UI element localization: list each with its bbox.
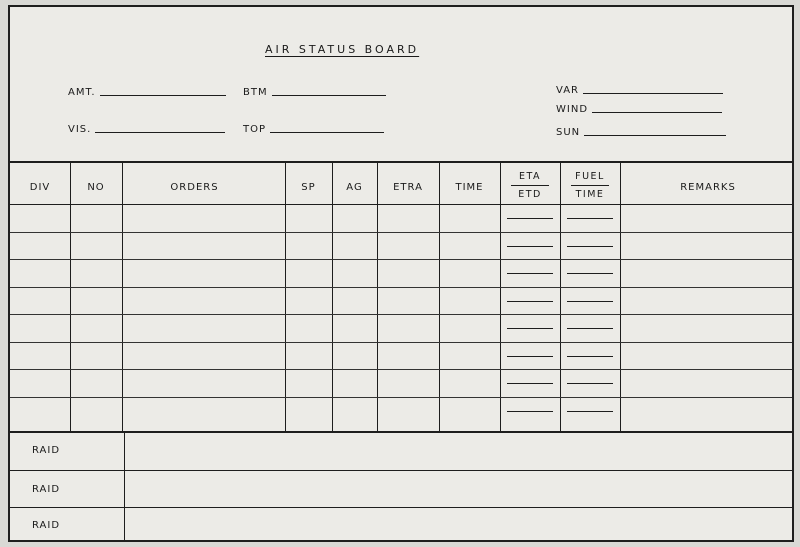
fuel-label: FUEL: [575, 171, 605, 182]
fuel-time-dash: [567, 356, 613, 357]
vis-label: VIS.: [68, 124, 92, 135]
raid-section: [10, 433, 792, 541]
col-header-div: DIV: [29, 182, 51, 193]
top-blank[interactable]: [270, 131, 384, 133]
raid-row-divider: [10, 507, 792, 508]
btm-blank[interactable]: [272, 94, 386, 96]
table-row-divider: [10, 287, 792, 288]
fuel-time-label: TIME: [575, 189, 605, 200]
amt-label: AMT.: [68, 87, 96, 98]
col-header-remarks: REMARKS: [680, 182, 736, 193]
wind-label: WIND: [556, 104, 589, 115]
top-field: [243, 124, 384, 135]
eta-etd-dash: [507, 246, 553, 247]
col-header-eta-etd: [500, 171, 560, 200]
eta-etd-dash: [507, 301, 553, 302]
board-header: [10, 7, 792, 162]
btm-label: BTM: [243, 87, 268, 98]
fuel-time-dash: [567, 383, 613, 384]
header-row-divider: [10, 204, 792, 205]
eta-etd-dash: [507, 356, 553, 357]
var-label: VAR: [556, 85, 579, 96]
table-row-divider: [10, 314, 792, 315]
col-header-ag: AG: [346, 182, 363, 193]
eta-etd-dash: [507, 383, 553, 384]
fuel-time-dash: [567, 301, 613, 302]
btm-field: [243, 87, 386, 98]
fuel-time-rule: [571, 185, 609, 186]
eta-etd-dash: [507, 218, 553, 219]
raid-label: RAID: [32, 484, 61, 495]
eta-etd-dash: [507, 328, 553, 329]
var-blank[interactable]: [583, 92, 723, 94]
amt-field: [68, 87, 226, 98]
table-row-divider: [10, 232, 792, 233]
raid-label: RAID: [32, 520, 61, 531]
fuel-time-dash: [567, 328, 613, 329]
eta-etd-rule: [511, 185, 549, 186]
col-header-no: NO: [87, 182, 105, 193]
col-header-time: TIME: [455, 182, 484, 193]
sun-blank[interactable]: [584, 134, 726, 136]
eta-etd-dash: [507, 411, 553, 412]
col-header-fuel-time: [560, 171, 620, 200]
raid-column-divider: [124, 433, 125, 541]
raid-label: RAID: [32, 445, 61, 456]
fuel-time-dash: [567, 246, 613, 247]
raid-row-divider: [10, 470, 792, 471]
sun-label: SUN: [556, 127, 581, 138]
eta-label: ETA: [518, 171, 542, 182]
air-status-board: [8, 5, 794, 542]
table-row-divider: [10, 259, 792, 260]
vis-blank[interactable]: [95, 131, 225, 133]
amt-blank[interactable]: [100, 94, 226, 96]
var-field: [556, 85, 723, 96]
col-header-orders: ORDERS: [170, 182, 219, 193]
table-row-divider: [10, 397, 792, 398]
sun-field: [556, 127, 726, 138]
wind-field: [556, 104, 722, 115]
vis-field: [68, 124, 225, 135]
eta-etd-dash: [507, 273, 553, 274]
top-label: TOP: [243, 124, 267, 135]
etd-label: ETD: [518, 189, 542, 200]
col-header-sp: SP: [301, 182, 316, 193]
board-title: AIR STATUS BOARD: [265, 43, 420, 56]
fuel-time-dash: [567, 411, 613, 412]
table-row-divider: [10, 342, 792, 343]
wind-blank[interactable]: [592, 111, 722, 113]
col-header-etra: ETRA: [393, 182, 423, 193]
fuel-time-dash: [567, 218, 613, 219]
status-table: [10, 163, 792, 431]
fuel-time-dash: [567, 273, 613, 274]
table-row-divider: [10, 369, 792, 370]
